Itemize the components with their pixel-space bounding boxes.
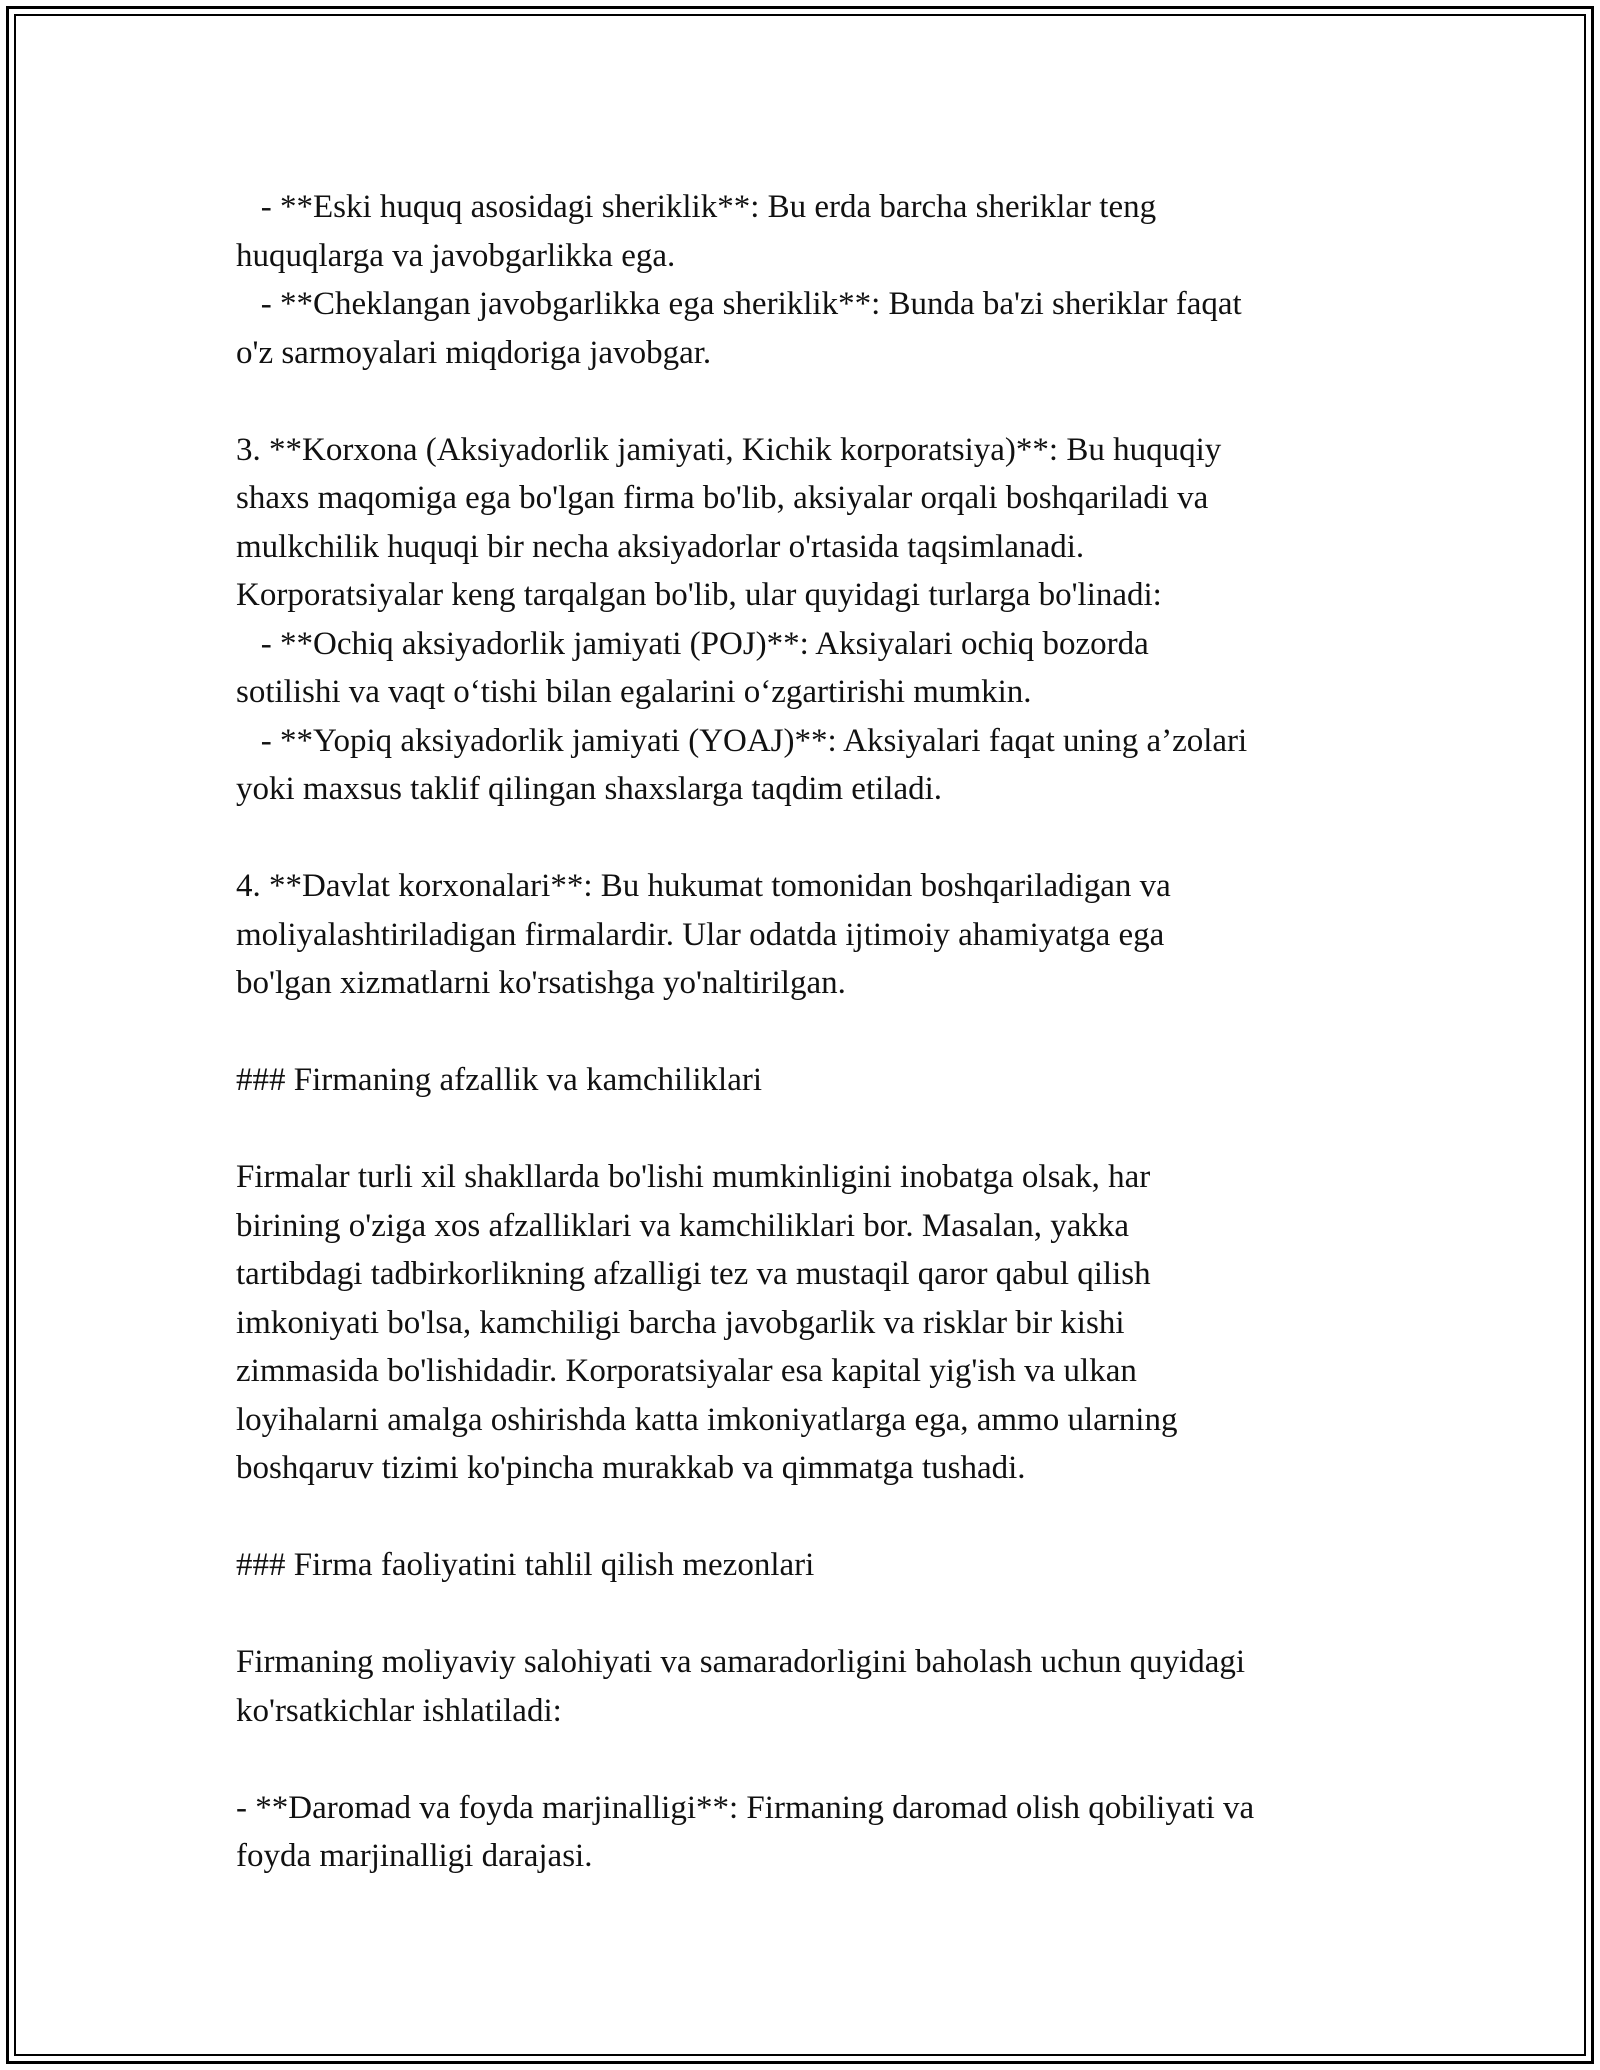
- text-line: tartibdagi tadbirkorlikning afzalligi tez va mustaqil qaror qabul qilish: [236, 1256, 1151, 1292]
- text-line: shaxs maqomiga ega bo'lgan firma bo'lib, aksiyalar orqali boshqariladi va: [236, 480, 1209, 516]
- text-line: - **Eski huquq asosidagi sheriklik**: Bu erda barcha sheriklar teng: [236, 189, 1157, 225]
- section-heading: ### Firma faoliyatini tahlil qilish mezonlari: [236, 1547, 815, 1583]
- text-line: birining o'ziga xos afzalliklari va kamchiliklari bor. Masalan, yakka: [236, 1207, 1129, 1244]
- text-line: imkoniyati bo'lsa, kamchiligi barcha javobgarlik va risklar bir kishi: [236, 1304, 1125, 1341]
- text-line: ko'rsatkichlar ishlatiladi:: [236, 1692, 562, 1729]
- paragraph-gap: [236, 1590, 1376, 1639]
- text-line: - **Cheklangan javobgarlikka ega sheriklik**: Bunda ba'zi sheriklar faqat: [236, 286, 1242, 322]
- text-line: huquqlarga va javobgarlikka ega.: [236, 237, 676, 274]
- text-line: - **Ochiq aksiyadorlik jamiyati (POJ)**: Aksiyalari ochiq bozorda: [236, 625, 1149, 662]
- text-line: Firmaning moliyaviy salohiyati va samaradorligini baholash uchun quyidagi: [236, 1644, 1246, 1680]
- text-line: foyda marjinalligi darajasi.: [236, 1838, 593, 1874]
- document-body: [236, 183, 1376, 1881]
- text-line: - **Daromad va foyda marjinalligi**: Firmaning daromad olish qobiliyati va: [236, 1789, 1255, 1826]
- text-line: moliyalashtiriladigan firmalardir. Ular odatda ijtimoiy ahamiyatga ega: [236, 916, 1165, 953]
- paragraph-gap: [236, 377, 1376, 426]
- paragraph-gap: [236, 1008, 1376, 1057]
- text-line: 3. **Korxona (Aksiyadorlik jamiyati, Kichik korporatsiya)**: Bu huquqiy: [236, 431, 1222, 468]
- text-line: 4. **Davlat korxonalari**: Bu hukumat tomonidan boshqariladigan va: [236, 868, 1171, 904]
- text-line: bo'lgan xizmatlarni ko'rsatishga yo'naltirilgan.: [236, 965, 846, 1001]
- text-line: o'z sarmoyalari miqdoriga javobgar.: [236, 334, 712, 371]
- text-line: - **Yopiq aksiyadorlik jamiyati (YOAJ)**: Aksiyalari faqat uning a’zolari: [236, 722, 1248, 759]
- text-line: mulkchilik huquqi bir necha aksiyadorlar o'rtasida taqsimlanadi.: [236, 528, 1085, 565]
- paragraph-gap: [236, 1105, 1376, 1154]
- text-line: Korporatsiyalar keng tarqalgan bo'lib, ular quyidagi turlarga bo'linadi:: [236, 577, 1162, 613]
- paragraph-gap: [236, 1493, 1376, 1542]
- section-heading: ### Firmaning afzallik va kamchiliklari: [236, 1062, 763, 1098]
- text-line: Firmalar turli xil shakllarda bo'lishi mumkinligini inobatga olsak, har: [236, 1159, 1151, 1195]
- paragraph-gap: [236, 814, 1376, 863]
- paragraph-gap: [236, 1735, 1376, 1784]
- text-line: loyihalarni amalga oshirishda katta imkoniyatlarga ega, ammo ularning: [236, 1401, 1178, 1438]
- text-line: boshqaruv tizimi ko'pincha murakkab va qimmatga tushadi.: [236, 1450, 1026, 1486]
- text-line: zimmasida bo'lishidadir. Korporatsiyalar esa kapital yig'ish va ulkan: [236, 1353, 1137, 1389]
- text-line: sotilishi va vaqt o‘tishi bilan egalarini o‘zgartirishi mumkin.: [236, 674, 1032, 710]
- text-line: yoki maxsus taklif qilingan shaxslarga taqdim etiladi.: [236, 771, 943, 807]
